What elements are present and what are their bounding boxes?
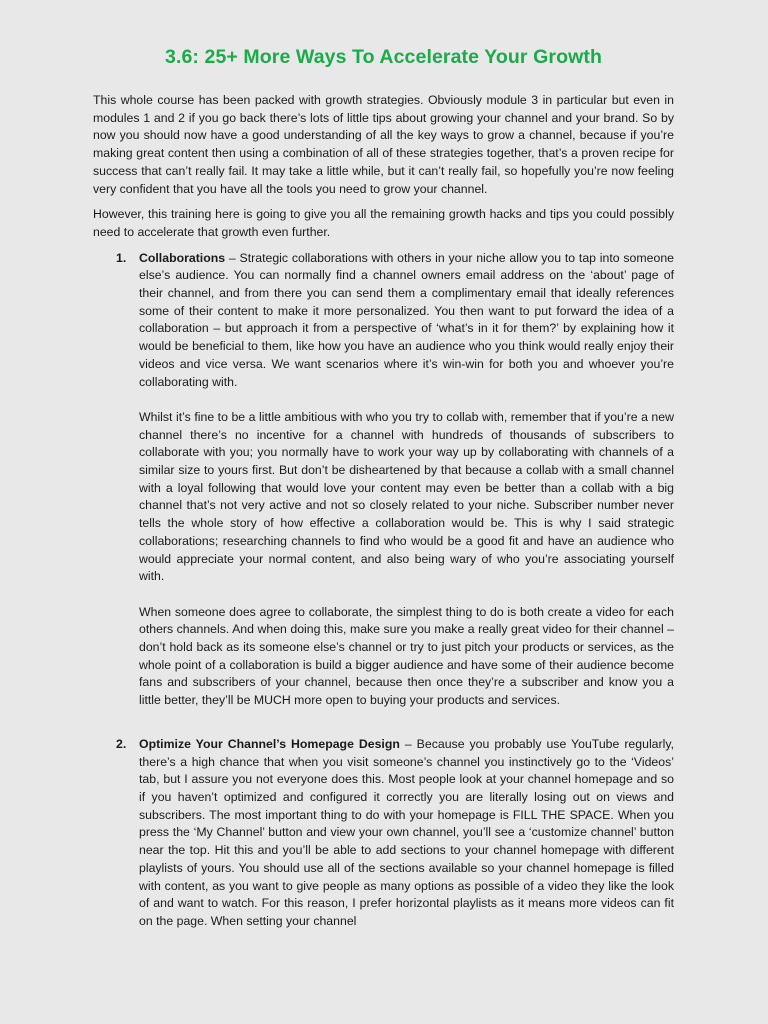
list-item-heading: Collaborations	[139, 250, 226, 265]
list-item-paragraph	[139, 250, 674, 392]
list-number: 2.	[116, 736, 127, 751]
list-item-paragraph: When someone does agree to collaborate, the simplest thing to do is both create a video for each others channels. And when doing this, make sure you make a really great video for their channel – don’t hold back as its someone else’s channel or try to just pitch your products or services, as the whole point of a collaboration is build a bigger audience and have some of their audience become fans and subscribers of your channel, because then once they’re a subscriber and know you a little better, they’ll be MUCH more open to buying your products and services.	[139, 604, 674, 708]
list-item-paragraph	[139, 736, 674, 931]
list-item-text: – Because you probably use YouTube regularly, there’s a high chance that when you visit someone’s channel you instinctively go to the ‘Videos’ tab, but I assure you not everyone does this. Most people look at your channel homepage and so if you haven’t optimized and configured it correctly you are literally losing out on views and subscribers. The most important thing to do with your homepage is FILL THE SPACE. When you press the ‘My Channel’ button and view your own channel, you’ll see a ‘customize channel’ button near the top. Hit this and you’ll be able to add sections to your channel homepage with different playlists of yours. You should use all of the sections available so your channel homepage is filled with content, as you want to give people as many options as possible of a video they like the look of and want to watch. For this reason, I prefer horizontal playlists as it means more videos can fit on the page. When setting your channel	[139, 736, 675, 928]
growth-tips-list	[93, 250, 674, 931]
intro-paragraph: However, this training here is going to give you all the remaining growth hacks and tips you could possibly need to accelerate that growth even further.	[93, 207, 674, 239]
list-item-paragraph: Whilst it’s fine to be a little ambitious with who you try to collab with, remember that if you’re a new channel there’s no incentive for a channel with hundreds of thousands of subscribers to collaborate with you; you normally have to work your way up by collaborating with channels of a similar size to yours first. But don’t be disheartened by that because a collab with a small channel with a loyal following that would love your content may even be better than a collab with a big channel that’s not very active and not so closely related to your niche. Subscriber number never tells the whole story of how effective a collaboration would be. This is why I said strategic collaborations; researching channels to find who would be a good fit and have an audience who would appreciate your normal content, and also being wary of who you’re associating yourself with.	[139, 409, 674, 584]
list-item-collaborations	[93, 250, 674, 710]
list-item-text: – Strategic collaborations with others in your niche allow you to tap into someone else’s audience. You can normally find a channel owners email address on the ‘about’ page of their channel, and from there you can send them a complimentary email that ideally references some of their content to make it more personalized. You then want to put forward the idea of a collaboration – but approach it from a perspective of ‘what’s in it for them?’ by explaining how it would be beneficial to them, like how you have an audience who you think would really enjoy their videos and vice versa. We want scenarios where it’s win-win for both you and whoever you’re collaborating with.	[139, 250, 674, 389]
list-number: 1.	[116, 250, 127, 265]
list-item-heading: Optimize Your Channel’s Homepage Design	[139, 736, 400, 751]
page-title: 3.6: 25+ More Ways To Accelerate Your Growth	[165, 46, 602, 68]
list-item-homepage-design	[93, 736, 674, 931]
intro-paragraph: This whole course has been packed with growth strategies. Obviously module 3 in particular but even in modules 1 and 2 if you go back there’s lots of little tips about growing your channel and your brand. So by now you should now have a good understanding of all the key ways to grow a channel, because if you’re making great content then using a combination of all of these strategies together, that’s a proven recipe for success that can’t really fail. It may take a little while, but it can’t really fail, so hopefully you’re now feeling very confident that you have all the tools you need to grow your channel.	[93, 93, 674, 196]
